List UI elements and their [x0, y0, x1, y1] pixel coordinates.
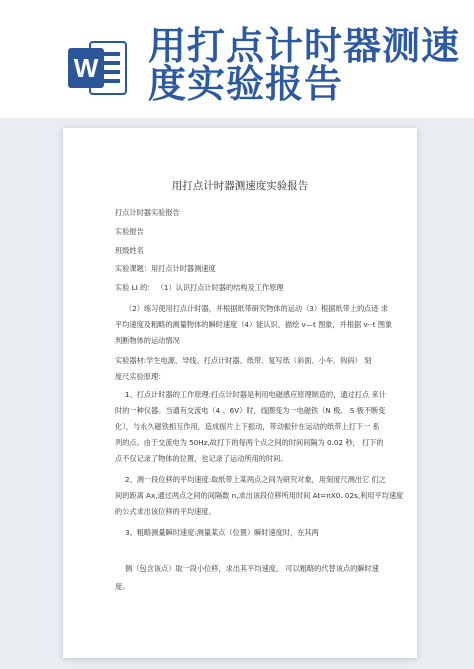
document-line: 3、粗略测量瞬时速度:测量某点（位置）瞬时速度时，在其两 — [125, 528, 319, 537]
document-line: 间的距离 Ax,通过两点之间的间隔数 n,求出该段位移所用时间 At=nX0. 02s,利用平均速度 — [115, 491, 404, 500]
document-line: 1、打点计时器的工作原理:打点计时器是利用电磁感应原理制造的，通过打点 来计 — [125, 390, 386, 399]
document-line: 实验器材:学生电源、导线、打点计时器、纸带、复写纸（斜面、小车、钩码） 刻 — [115, 356, 372, 365]
word-document-icon — [68, 40, 128, 96]
document-line: 的公式求出该位移的平均速度。 — [115, 507, 216, 516]
document-line: 化），与永久磁铁相互作用，造成振片上下振动，带动振针在运动的纸带上打下一 系 — [115, 422, 380, 431]
document-line: 判断物体的运动情况 — [115, 336, 180, 345]
word-icon-letter: W — [73, 53, 99, 83]
document-line: 度。 — [115, 582, 130, 591]
document-line: （2）练习使用打点计时器，并根据纸带研究物体的运动（3）根据纸带上的点迹 求 — [125, 304, 388, 313]
document-line: 点不仅记录了物体的位置，也记录了运动所用的时间。 — [115, 454, 288, 463]
document-line: 列的点。由于交流电为 50Hz,故打下的每两个点之间的时间间隔为 0.02 秒， 打下的 — [115, 438, 384, 447]
banner — [0, 0, 474, 118]
document-line: 2、测一段位移的平均速度:取纸带上某两点之间为研究对象，用刻度尺测出它 们之 — [125, 475, 386, 484]
document-line: 班级姓名 — [115, 246, 144, 255]
document-page — [63, 128, 417, 658]
banner-title-line-2: 度实验报告 — [148, 62, 344, 106]
document-line: 实验 LI 的： （1）认识打点计时器的结构及工作原理 — [115, 283, 284, 292]
banner-title-line-1: 用打点计时器测速 — [148, 24, 461, 68]
document-line: 打点计时器实验报告 — [115, 208, 180, 217]
document-line: 时的一种仪器。当通有交流电（4 、6V）时，线圈变为一电磁铁（N 极、 S 极不断变 — [115, 406, 386, 415]
document-line: 实验课题：用打点计时器测速度 — [115, 264, 216, 273]
document-line: 度尺实验原理： — [115, 372, 166, 381]
document-line: 平均速度及粗略的测量物体的瞬时速度（4）能认识、描绘 v—t 图象，并根据 v--t 图象 — [115, 320, 393, 329]
document-line: 实验报告 — [115, 227, 144, 236]
document-title: 用打点计时器测速度实验报告 — [171, 180, 309, 192]
document-line: 侧（包含该点）取一段小位移，求出其平均速度， 可以粗略的代替该点的瞬时速 — [125, 564, 379, 573]
